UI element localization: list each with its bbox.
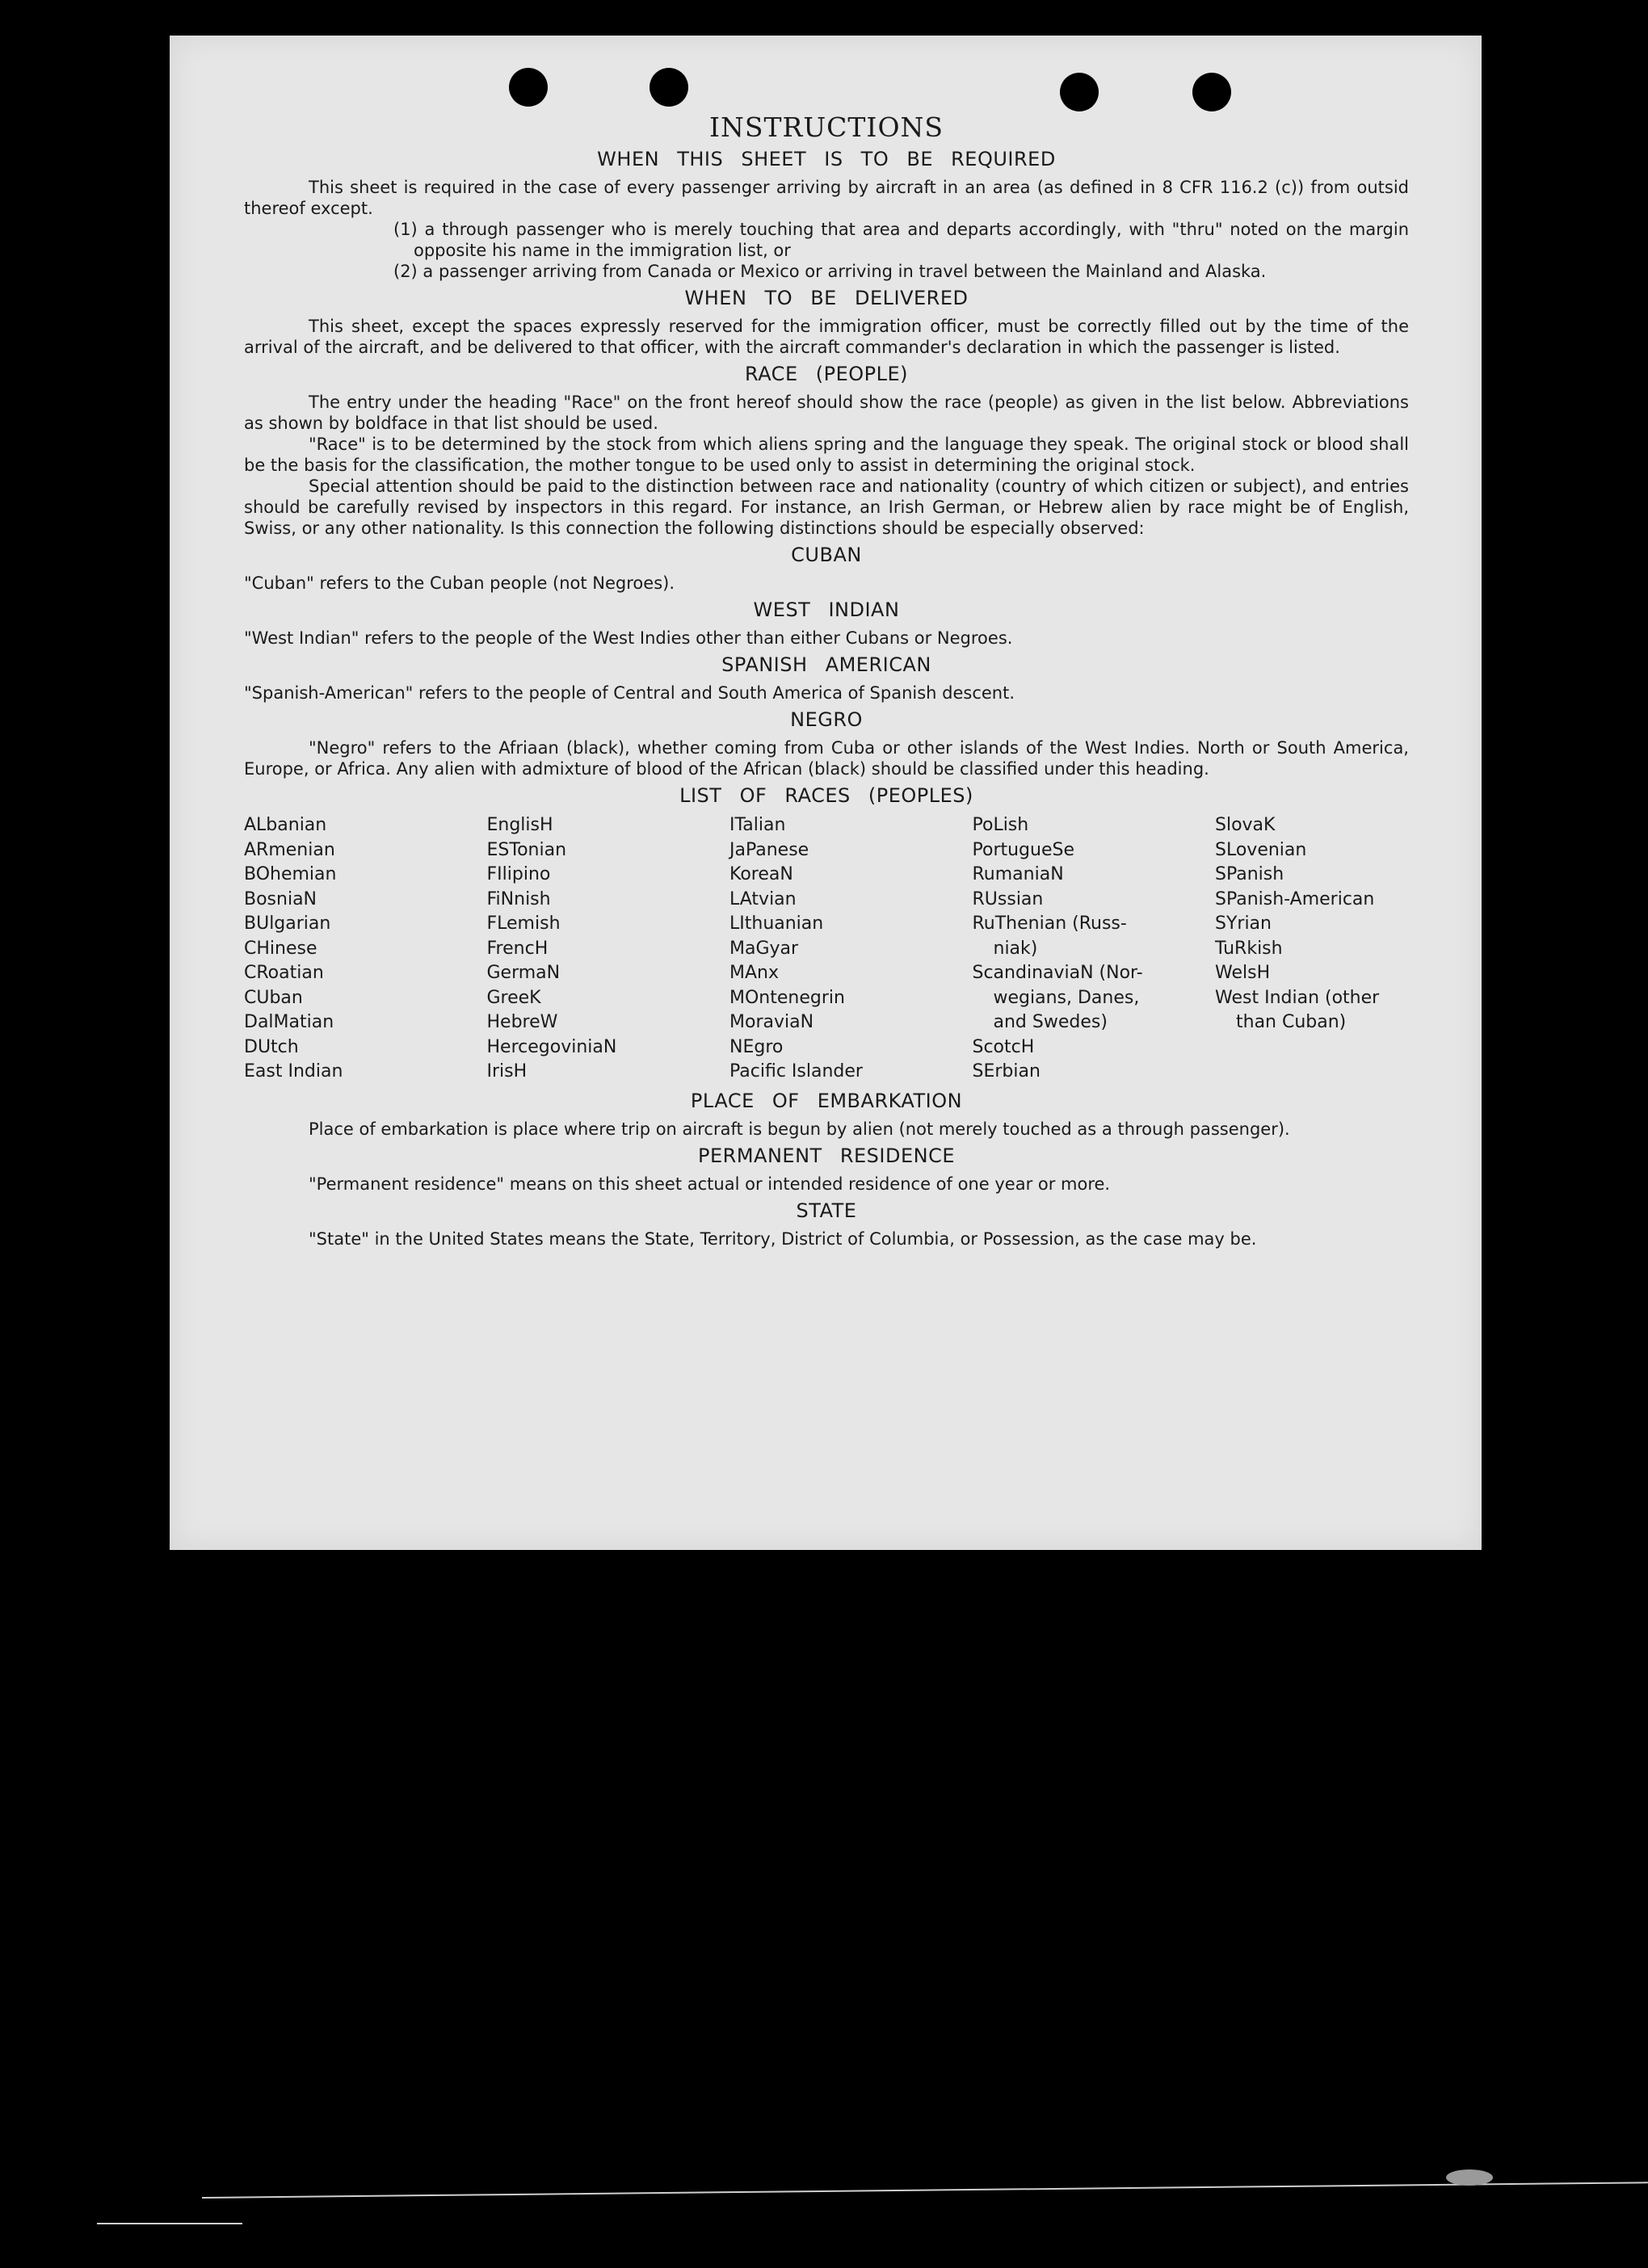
race-entry: than Cuban) <box>1236 1012 1347 1032</box>
race-entry: ITalian <box>729 815 786 835</box>
race-entry: ScotcH <box>972 1036 1035 1057</box>
race-entry: BUlgarian <box>244 914 331 934</box>
race-entry: SPanish <box>1215 864 1284 884</box>
race-entry: and Swedes) <box>993 1012 1108 1032</box>
section-heading: NEGRO <box>790 708 863 731</box>
race-entry: NEgro <box>729 1036 784 1057</box>
race-entry: MoraviaN <box>729 1012 814 1032</box>
race-entry: East Indian <box>244 1061 343 1082</box>
paragraph: The entry under the heading "Race" on the front hereof should show the race (people) as given in the list below. Abbreviations as shown by boldface in that list should be used. <box>244 393 1409 433</box>
race-entry: FLemish <box>486 914 561 934</box>
race-entry: wegians, Danes, <box>993 987 1140 1008</box>
race-column <box>487 813 705 1085</box>
paragraph: "Race" is to be determined by the stock from which aliens spring and the language they speak. The original stock or blood shall be the basis for the classification, the mother tongue to be used only to assist in determining the original stock. <box>244 435 1409 475</box>
race-entry: PortugueSe <box>972 839 1074 860</box>
race-entry: GermaN <box>486 963 561 983</box>
race-entry: RumaniaN <box>972 864 1064 884</box>
section-heading: CUBAN <box>791 544 862 566</box>
list-item: (1) a through passenger who is merely touching that area and departs accordingly, with "thru" noted on the margin opposite his name in the immigration list, or <box>393 220 1409 260</box>
page-title: INSTRUCTIONS <box>708 111 944 143</box>
race-entry: ARmenian <box>244 839 335 860</box>
race-entry: CUban <box>244 987 303 1008</box>
race-entry: DUtch <box>244 1036 299 1057</box>
section-heading: WEST INDIAN <box>753 598 900 621</box>
scan-speck <box>1446 2169 1493 2186</box>
race-entry: BosniaN <box>244 888 317 909</box>
document-page <box>170 36 1482 1550</box>
race-entry: SErbian <box>972 1061 1041 1082</box>
race-entry: SlovaK <box>1215 815 1276 835</box>
section-heading: LIST OF RACES (PEOPLES) <box>679 784 973 807</box>
section-heading: WHEN THIS SHEET IS TO BE REQUIRED <box>597 148 1056 170</box>
race-entry: RUssian <box>972 888 1044 909</box>
race-entry: EnglisH <box>486 815 553 835</box>
scan-edge-line <box>202 2182 1648 2199</box>
race-entry: ScandinaviaN (Nor- <box>972 963 1143 983</box>
race-entry: MaGyar <box>729 938 799 959</box>
paragraph: Special attention should be paid to the distinction between race and nationality (country of which citizen or subject), and entries should be carefully revised by inspectors in this regard. For instance, an Irish German, or Hebrew alien by race might be of English, Swiss, or any other nationality. Is this connection the following distinctions should be especially observed: <box>244 477 1409 538</box>
punch-hole <box>650 68 688 107</box>
race-entry: MOntenegrin <box>729 987 845 1008</box>
punch-hole <box>1060 73 1099 111</box>
race-list <box>244 813 1409 1085</box>
race-entry: SLovenian <box>1215 839 1307 860</box>
document-body <box>244 111 1409 1250</box>
race-entry: Pacific Islander <box>729 1061 863 1082</box>
paragraph: "West Indian" refers to the people of the West Indies other than either Cubans or Negroes. <box>244 628 1013 648</box>
race-entry: LIthuanian <box>729 914 824 934</box>
race-entry: ALbanian <box>244 815 327 835</box>
race-column <box>729 813 948 1085</box>
race-entry: FrencH <box>486 938 549 959</box>
race-entry: SYrian <box>1215 914 1272 934</box>
paragraph: "Negro" refers to the Afriaan (black), whether coming from Cuba or other islands of the West Indies. North or South America, Europe, or Africa. Any alien with admixture of blood of the African (black) should be classified under this heading. <box>244 738 1409 779</box>
punch-hole <box>509 68 548 107</box>
race-entry: JaPanese <box>729 839 809 860</box>
race-entry: IrisH <box>486 1061 528 1082</box>
race-entry: TuRkish <box>1215 938 1283 959</box>
section-heading: STATE <box>796 1199 857 1222</box>
race-entry: WelsH <box>1215 963 1271 983</box>
race-entry: PoLish <box>972 815 1029 835</box>
section-heading: PLACE OF EMBARKATION <box>690 1089 963 1112</box>
race-entry: FiNnish <box>486 888 551 909</box>
section-heading: PERMANENT RESIDENCE <box>698 1144 955 1167</box>
section-heading: SPANISH AMERICAN <box>721 653 931 676</box>
list-item: (2) a passenger arriving from Canada or Mexico or arriving in travel between the Mainland and Alaska. <box>393 262 1267 281</box>
race-entry: HercegoviniaN <box>486 1036 617 1057</box>
paragraph: Place of embarkation is place where trip on aircraft is begun by alien (not merely touched as a through passenger). <box>309 1119 1290 1139</box>
section-heading: RACE (PEOPLE) <box>744 363 908 385</box>
race-entry: MAnx <box>729 963 779 983</box>
race-entry: KoreaN <box>729 864 793 884</box>
paragraph: "Spanish-American" refers to the people of Central and South America of Spanish descent. <box>244 683 1015 703</box>
paragraph: "State" in the United States means the State, Territory, District of Columbia, or Possession, as the case may be. <box>309 1228 1257 1249</box>
scan-speck <box>97 2223 242 2224</box>
race-column <box>244 813 462 1085</box>
race-entry: ESTonian <box>486 839 567 860</box>
punch-hole <box>1192 73 1231 111</box>
race-entry: SPanish-American <box>1215 888 1375 909</box>
section-heading: WHEN TO BE DELIVERED <box>684 287 969 309</box>
race-entry: CRoatian <box>244 963 324 983</box>
paragraph: "Cuban" refers to the Cuban people (not Negroes). <box>244 573 675 593</box>
paragraph: This sheet is required in the case of every passenger arriving by aircraft in an area (as defined in 8 CFR 116.2 (c)) from outsid thereof except. <box>244 178 1409 218</box>
race-entry: niak) <box>993 938 1038 959</box>
paragraph: "Permanent residence" means on this sheet actual or intended residence of one year or more. <box>309 1174 1111 1194</box>
race-entry: BOhemian <box>244 864 337 884</box>
race-entry: HebreW <box>486 1012 558 1032</box>
race-entry: DalMatian <box>244 1012 334 1032</box>
race-entry: RuThenian (Russ- <box>972 914 1127 934</box>
race-column <box>1215 813 1409 1085</box>
race-entry: West Indian (other <box>1215 987 1380 1008</box>
paragraph: This sheet, except the spaces expressly reserved for the immigration officer, must be correctly filled out by the time of the arrival of the aircraft, and be delivered to that officer, with the aircraft commander's declaration in which the passenger is listed. <box>244 317 1409 357</box>
race-entry: GreeK <box>486 987 541 1008</box>
race-column <box>973 813 1191 1085</box>
race-entry: FIlipino <box>486 864 551 884</box>
race-entry: CHinese <box>244 938 317 959</box>
race-entry: LAtvian <box>729 888 797 909</box>
